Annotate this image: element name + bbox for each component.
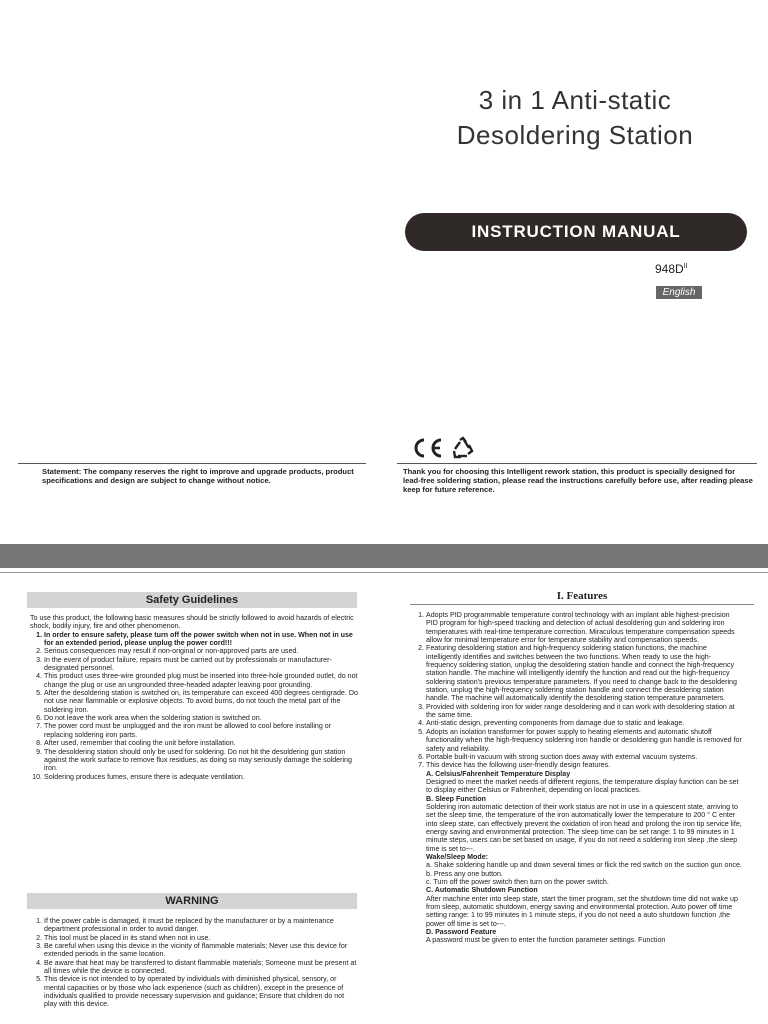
safety-item: 2. Serious consequences may result if non-original or non-approved parts are used. <box>44 647 358 655</box>
feature-item: 3. Provided with soldering iron for wider range desoldering and it can work with desoldering station at the same time. <box>426 703 742 720</box>
feature-sub-title-b: B. Sleep Function <box>426 794 486 803</box>
model-superscript: II <box>683 263 688 270</box>
feature-item: 4. Anti-static design, preventing components from damage due to static and leakage. <box>426 719 742 727</box>
statement-rule <box>18 463 366 464</box>
feature-sub-title-d: D. Password Feature <box>426 928 497 937</box>
safety-section <box>30 614 358 781</box>
safety-heading: Safety Guidelines <box>27 592 357 608</box>
feature-sub-text-b: Soldering iron automatic detection of their work status are not in use in a quiescent state, arriving to set the sleep time, the temperature of the iron automatically lower the temperature to 200 ° C enter into sleep state, can effectively prevent the oxidation of iron head and prolong the iron tip service life, energy saving and environmental protection. The sleep time can be set range: 1 to 99 minutes in 1 minute steps, users can be set based on usage, if you do not need a soldering iron sleep ,the sleep time is set to---. <box>426 802 742 853</box>
thanks-rule <box>397 463 757 464</box>
certification-marks <box>411 436 481 460</box>
instruction-manual-banner <box>405 213 747 251</box>
feature-item: 6. Portable built-in vacuum with strong suction does away with external vacuum systems. <box>426 753 742 761</box>
feature-sub-text-d: A password must be given to enter the function parameter settings. Function <box>426 936 666 945</box>
safety-item: 7. The power cord must be unplugged and the iron must be allowed to cool before installing or replacing soldering iron parts. <box>44 722 358 739</box>
wake-mode-c: c. Turn off the power switch then turn on the power switch. <box>426 878 609 886</box>
feature-item: 5. Adopts an isolation transformer for power supply to heating elements and automatic shutoff functionality when the high-frequency soldering iron handle or desoldering gun handle is removed for safety and reliability. <box>426 728 742 753</box>
statement-text: Statement: The company reserves the right to improve and upgrade products, product specifications and design are subject to change without notice. <box>42 467 354 486</box>
recycle-icon <box>451 436 475 460</box>
features-section <box>412 611 742 1024</box>
warning-heading: WARNING <box>27 893 357 909</box>
safety-intro: To use this product, the following basic measures should be strictly followed to avoid hazards of electric shock, bodily injury, fire and other phenomenon. <box>30 614 354 631</box>
page-divider-line <box>0 572 768 573</box>
features-rule <box>410 604 754 605</box>
wake-mode-b: b. Press any one button. <box>426 869 503 878</box>
title-line-2: Desoldering Station <box>456 120 694 150</box>
safety-item: 6. Do not leave the work area when the soldering station is switched on. <box>44 714 358 722</box>
warning-item: 4. Be aware that heat may be transferred to distant flammable materials; Someone must be present at all times while the device is connected. <box>44 959 358 976</box>
feature-sub-title-c: C. Automatic Shutdown Function <box>426 886 538 895</box>
warning-item: 5. This device is not intended to by operated by individuals with diminished physical, sensory, or mental capacities or by those who lack experience (such as children), except in the presence of individuals qualified to provide necessary supervision and guidance; Ensure that children do not play with this device. <box>44 975 358 1008</box>
feature-item: 2. Featuring desoldering station and high-frequency soldering station functions, the machine intelligently identifies and switches between the two functions. When ready to use the high-frequency soldering station, unplug the desoldering station handle and connect the high-frequency station handle. The machine will intelligently identify the function and read out the high-frequency soldering station's previous temperature parameters. If you need to change back to the desoldering station, unplug the high-frequency soldering station handle and connect the desoldering station handle. The machine will automatically identify the desoldering station temperature parameters. <box>426 644 742 702</box>
wake-mode-a: a. Shake soldering handle up and down several times or flick the red switch on the suction gun once. <box>426 861 742 870</box>
features-heading: I. Features <box>556 590 608 602</box>
warning-item: 3. Be careful when using this device in the vicinity of flammable materials; Never use this device for extended periods in the same location. <box>44 942 358 959</box>
safety-item: 5. After the desoldering station is switched on, its temperature can exceed 400 degrees centigrade. Do not use near flammable or explosive objects. To avoid burns, do not touch the metal part of the soldering iron. <box>44 689 358 714</box>
feature-sub-title-a: A. Celsius/Fahrenheit Temperature Display <box>426 769 571 778</box>
title-line-1: 3 in 1 Anti-static <box>478 85 672 115</box>
warning-section <box>30 917 358 1009</box>
warning-item: 2. This tool must be placed in its stand when not in use. <box>44 934 358 942</box>
safety-item: 10. Soldering produces fumes, ensure there is adequate ventilation. <box>44 773 358 781</box>
thanks-text: Thank you for choosing this Intelligent rework station, this product is specially designed for lead-free soldering station, please read the instructions carefully before use, after reading please keep for future reference. <box>403 467 753 495</box>
feature-sub-text-c: After machine enter into sleep state, start the timer program, set the shutdown time did not wake up from sleep, automatic shutdown, energy saving and environmental protection. Auto power off time setting range: 1 to 99 minutes in 1 minute steps, if you do not need a auto shutdown function ,the power off time is set to---. <box>426 894 738 928</box>
safety-item: 8. After used, remember that cooling the unit before installation. <box>44 739 358 747</box>
page-divider-bar <box>0 544 768 568</box>
safety-item: 9. The desoldering station should only be used for soldering. Do not hit the desoldering gun station against the work surface to remove flux residues, as doing so may seriously damage the soldering iron. <box>44 748 358 773</box>
warning-item: 1. If the power cable is damaged, it must be replaced by the manufacturer or by a maintenance department professional in order to avoid danger. <box>44 917 358 934</box>
model-number <box>655 262 688 276</box>
safety-item: 4. This product uses three-wire grounded plug must be inserted into three-hole grounded outlet, do not change the plug or use an ungrounded three-headed adapter leaving poor grounding. <box>44 672 358 689</box>
feature-item: 1. Adopts PID programmable temperature control technology with an implant able highest-precision PID program for high-speed tracking and detection of actual desoldering gun and soldering iron temperatures with real-time temperature correction. Miraculous temperature compensation speeds allow for minimal temperature error for temperature stability and compensation speeds. <box>426 611 742 644</box>
ce-mark-icon <box>411 437 445 459</box>
feature-item: 7. This device has the following user-friendly design features. <box>426 761 742 769</box>
safety-item: 1. In order to ensure safety, please turn off the power switch when not in use. When not in use for an extended period, please unplug the power cord!!! <box>44 631 358 648</box>
model-text: 948D <box>655 262 684 276</box>
language-badge: English <box>656 286 702 299</box>
safety-item: 3. In the event of product failure, repairs must be carried out by professionals or manufacturer-designated personnel. <box>44 656 358 673</box>
banner-text: INSTRUCTION MANUAL <box>471 222 681 241</box>
feature-sub-text-a: Designed to meet the market needs of different regions, the temperature display function can be set to display either Celsius or Fahrenheit, depending on local practices. <box>426 777 739 795</box>
wake-mode-title: Wake/Sleep Mode: <box>426 852 489 861</box>
